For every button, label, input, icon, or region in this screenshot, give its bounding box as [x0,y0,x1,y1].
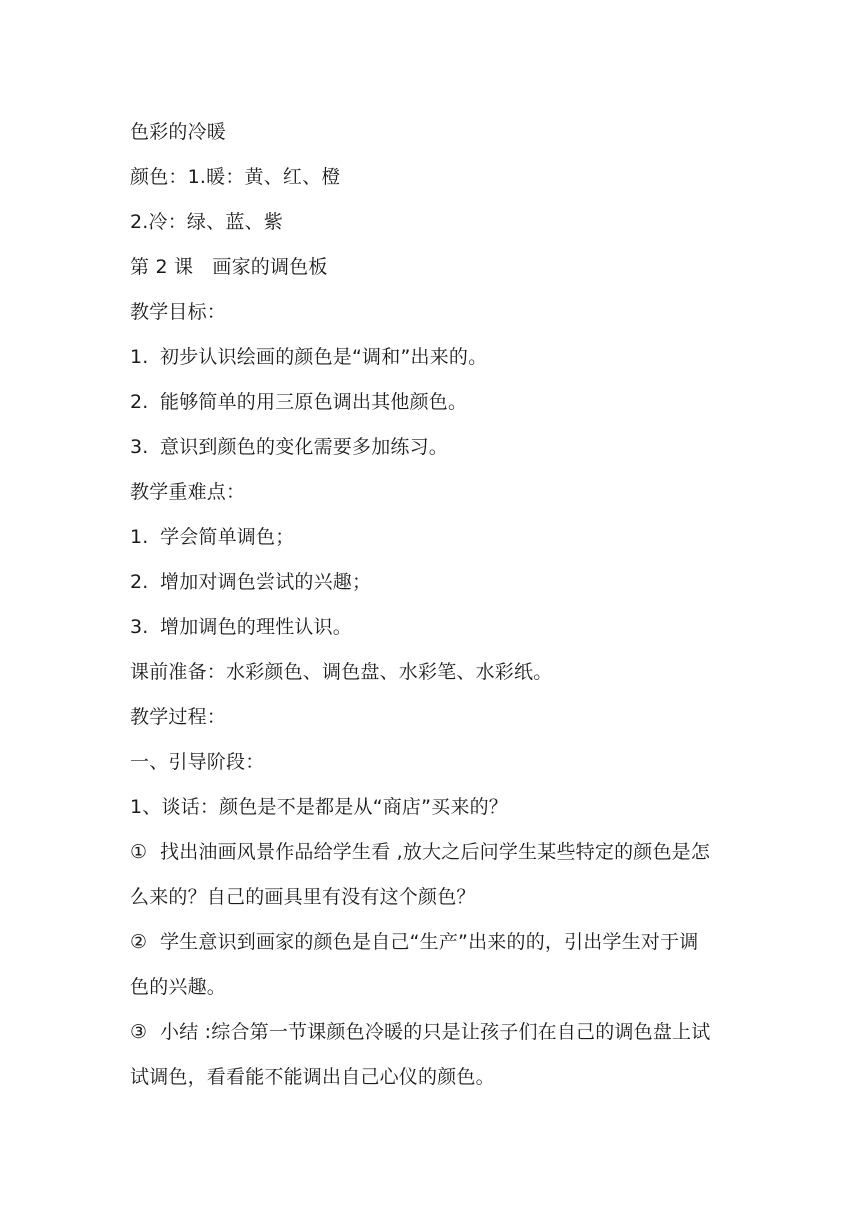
document-body [130,110,740,1100]
step-text: 小结 :综合第一节课颜色冷暖的只是让孩子们在自己的调色盘上试 [160,1021,711,1043]
text: 教学目标： [130,301,227,323]
list-text: 增加调色的理性认识。 [160,616,353,638]
list-text: 学会简单调色； [160,526,295,548]
numbered-step [130,830,740,875]
text: 一、引导阶段： [130,751,265,773]
section-heading [130,110,740,155]
text: 课前准备：水彩颜色、调色盘、水彩笔、水彩纸。 [130,661,553,683]
text: 1、谈话：颜色是不是都是从“商店”买来的？ [130,796,508,818]
list-number: 2. [130,571,149,593]
list-item [130,425,740,470]
text: 试调色，看看能不能调出自己心仪的颜色。 [130,1066,495,1088]
numbered-step [130,1010,740,1055]
list-text: 能够简单的用三原色调出其他颜色。 [160,391,468,413]
lesson-title [130,245,740,290]
list-item [130,605,740,650]
text: 第 2 课 画家的调色板 [130,256,328,278]
text: 教学过程： [130,706,227,728]
step-text: 学生意识到画家的颜色是自己“生产”出来的的，引出学生对于调 [160,931,699,953]
text-line [130,155,740,200]
step-text: 找出油画风景作品给学生看 ,放大之后问学生某些特定的颜色是怎 [160,841,711,863]
list-item [130,380,740,425]
list-text: 意识到颜色的变化需要多加练习。 [160,436,449,458]
list-item [130,335,740,380]
text-line [130,1055,740,1100]
section-heading [130,740,740,785]
text: 教学重难点： [130,481,246,503]
text-line [130,650,740,695]
list-item [130,515,740,560]
step-marker: ② [130,931,148,953]
section-heading [130,470,740,515]
list-number: 3. [130,616,149,638]
text-line [130,965,740,1010]
numbered-step [130,920,740,965]
list-number: 2. [130,391,149,413]
list-number: 1. [130,526,149,548]
text-line [130,785,740,830]
text: 颜色：1.暖：黄、红、橙 [130,166,341,188]
section-heading [130,290,740,335]
text: 2.冷：绿、蓝、紫 [130,211,283,233]
list-number: 1. [130,346,149,368]
list-item [130,560,740,605]
text: 么来的？自己的画具里有没有这个颜色？ [130,886,476,908]
step-marker: ① [130,841,148,863]
step-marker: ③ [130,1021,148,1043]
text: 色彩的冷暖 [130,121,227,143]
text: 色的兴趣。 [130,976,227,998]
list-text: 增加对调色尝试的兴趣； [160,571,372,593]
text-line [130,200,740,245]
list-number: 3. [130,436,149,458]
section-heading [130,695,740,740]
text-line [130,875,740,920]
list-text: 初步认识绘画的颜色是“调和”出来的。 [160,346,488,368]
